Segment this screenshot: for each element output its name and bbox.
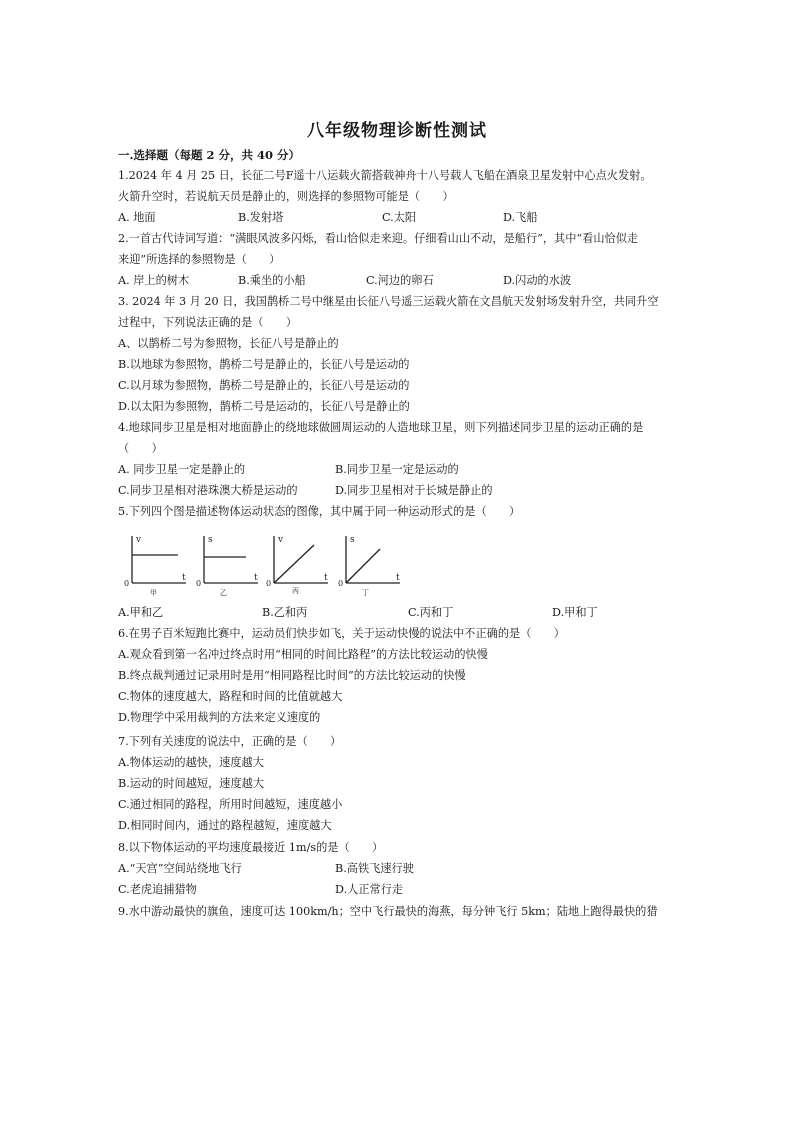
x-axis-label: t <box>324 573 328 583</box>
question-2-line-2: 来迎”所选择的参照物是（ ） <box>118 253 281 266</box>
option-b: B.发射塔 <box>238 211 284 224</box>
question-7-option-a: A.物体运动的越快，速度越大 <box>118 756 264 769</box>
graph-ding-svg <box>334 533 404 599</box>
graph-jia <box>120 533 190 599</box>
x-axis-label: t <box>254 573 258 583</box>
question-3-option-c: C.以月球为参照物，鹊桥二号是静止的，长征八号是运动的 <box>118 379 410 392</box>
origin-label: 0 <box>338 579 344 588</box>
question-7-line-1: 7.下列有关速度的说法中，正确的是（ ） <box>118 735 342 748</box>
question-6-option-a: A.观众看到第一名冲过终点时用“相同的时间比路程”的方法比较运动的快慢 <box>118 648 488 661</box>
graph-name: 乙 <box>220 589 227 597</box>
y-axis-label: s <box>208 535 213 545</box>
option-b: B.乘坐的小船 <box>238 274 306 287</box>
graph-line <box>346 549 380 583</box>
option-c: C.同步卫星相对港珠澳大桥是运动的 <box>118 484 298 497</box>
option-c: C.丙和丁 <box>408 606 454 619</box>
option-a: A.“天宫”空间站绕地飞行 <box>118 862 242 875</box>
option-c: C.河边的卵石 <box>366 274 434 287</box>
question-6-option-b: B.终点裁判通过记录用时是用“相同路程比时间”的方法比较运动的快慢 <box>118 669 466 682</box>
question-2-line-1: 2.一首古代诗词写道：“满眼风波多闪烁，看山恰似走来迎。仔细看山山不动，是船行”，其中“看山恰似走 <box>118 232 639 245</box>
graph-bing-svg <box>262 533 332 599</box>
question-7-option-d: D.相同时间内，通过的路程越短，速度越大 <box>118 819 332 832</box>
question-7-option-c: C.通过相同的路程，所用时间越短，速度越小 <box>118 798 343 811</box>
option-a: A. 同步卫星一定是静止的 <box>118 463 246 476</box>
question-1-line-1: 1.2024 年 4 月 25 日，长征二号F遥十八运载火箭搭载神舟十八号载人飞船在酒泉卫星发射中心点火发射。 <box>118 169 652 182</box>
question-3-option-d: D.以太阳为参照物，鹊桥二号是运动的，长征八号是静止的 <box>118 400 410 413</box>
graph-yi-svg <box>192 533 262 599</box>
question-6-option-d: D.物理学中采用裁判的方法来定义速度的 <box>118 711 321 724</box>
question-1-line-2: 火箭升空时，若说航天员是静止的，则选择的参照物可能是（ ） <box>118 190 454 203</box>
graph-jia-svg <box>120 533 190 599</box>
origin-label: 0 <box>266 579 272 588</box>
question-3-option-a: A、以鹊桥二号为参照物，长征八号是静止的 <box>118 337 339 350</box>
option-b: B.同步卫星一定是运动的 <box>335 463 459 476</box>
x-axis-label: t <box>396 573 400 583</box>
question-3-line-2: 过程中，下列说法正确的是（ ） <box>118 316 298 329</box>
option-a: A. 地面 <box>118 211 156 224</box>
y-axis-label: v <box>136 535 142 545</box>
graph-line <box>274 545 314 583</box>
origin-label: 0 <box>124 579 130 588</box>
question-6-line-1: 6.在男子百米短跑比赛中，运动员们快步如飞，关于运动快慢的说法中不正确的是（ ） <box>118 627 565 640</box>
y-axis-label: s <box>350 535 355 545</box>
question-3-line-1: 3. 2024 年 3 月 20 日，我国鹊桥二号中继星由长征八号遥三运载火箭在文昌航天发射场发射升空，共同升空 <box>118 295 659 308</box>
graph-bing <box>262 533 332 599</box>
option-d: D.甲和丁 <box>552 606 598 619</box>
question-3-option-b: B.以地球为参照物，鹊桥二号是静止的，长征八号是运动的 <box>118 358 410 371</box>
question-8-line-1: 8.以下物体运动的平均速度最接近 1m/s的是（ ） <box>118 841 384 854</box>
section-heading: 一.选择题（每题 2 分，共 40 分） <box>118 148 301 162</box>
motion-graphs <box>120 533 400 603</box>
question-5-line-1: 5.下列四个图是描述物体运动状态的图像，其中属于同一种运动形式的是（ ） <box>118 505 521 518</box>
question-6-option-c: C.物体的速度越大，路程和时间的比值就越大 <box>118 690 343 703</box>
option-d: D.同步卫星相对于长城是静止的 <box>335 484 493 497</box>
option-c: C.老虎追捕猎物 <box>118 883 197 896</box>
graph-yi <box>192 533 262 599</box>
exam-title: 八年级物理诊断性测试 <box>307 121 487 141</box>
option-d: D.人正常行走 <box>335 883 404 896</box>
option-d: D.飞船 <box>503 211 538 224</box>
origin-label: 0 <box>196 579 202 588</box>
option-a: A. 岸上的树木 <box>118 274 190 287</box>
x-axis-label: t <box>182 573 186 583</box>
option-b: B.高铁飞速行驶 <box>335 862 414 875</box>
question-9-line-1: 9.水中游动最快的旗鱼，速度可达 100km/h；空中飞行最快的海燕，每分钟飞行 5km；陆地上跑得最快的猎 <box>118 905 658 918</box>
option-b: B.乙和丙 <box>262 606 308 619</box>
graph-name: 甲 <box>150 589 157 597</box>
graph-name: 丁 <box>362 589 369 597</box>
option-d: D.闪动的水波 <box>503 274 572 287</box>
graph-ding <box>334 533 404 599</box>
question-4-line-1: 4.地球同步卫星是相对地面静止的绕地球做圆周运动的人造地球卫星，则下列描述同步卫星的运动正确的是 <box>118 421 644 434</box>
question-4-line-2: （ ） <box>118 442 163 455</box>
y-axis-label: v <box>278 535 284 545</box>
option-a: A.甲和乙 <box>118 606 164 619</box>
option-c: C.太阳 <box>382 211 417 224</box>
question-7-option-b: B.运动的时间越短，速度越大 <box>118 777 265 790</box>
graph-name: 丙 <box>292 587 299 595</box>
